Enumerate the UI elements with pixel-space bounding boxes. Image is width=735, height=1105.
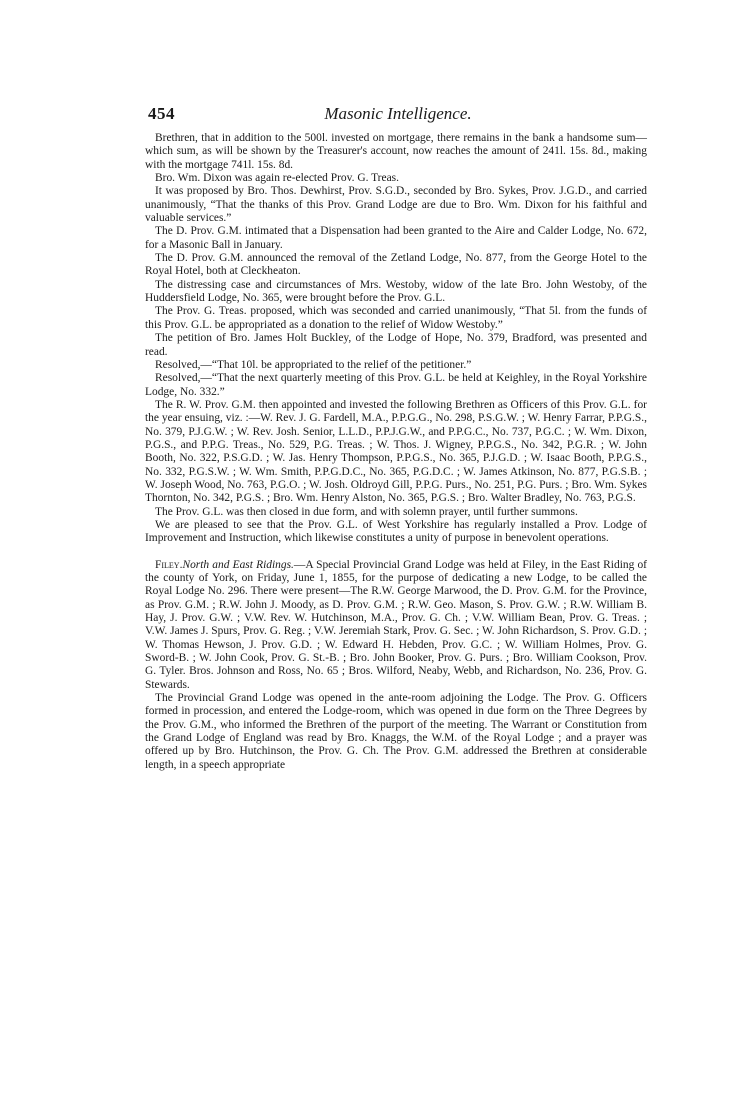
region-subheading: North and East Ridings. <box>182 558 294 571</box>
paragraph-officer-appointments: The R. W. Prov. G.M. then appointed and invested the following Brethren as Officers of this Prov. G.L. for the year ensuing, viz. :—W. Rev. J. G. Fardell, M.A., P.P.G.G., No. 298, P.S.G.W. ; W. Henry Farrar, P.P.G.S., No. 379, P.J.G.W. ; W. Rev. Josh. Senior, L.L.D., P.P.J.G.W., and P.P.G.C., No. 737, P.G.C. ; W. Wm. Dixon, P.G.S., and P.P.G. Treas., No. 529, P.G. Treas. ; W. Thos. J. Wigney, P.P.G.S., No. 342, P.G.R. ; W. John Booth, No. 322, P.S.G.D. ; W. Jas. Henry Thompson, P.P.G.S., No. 365, P.J.G.D. ; W. Isaac Booth, P.P.G.S., No. 332, P.G.S.W. ; W. Wm. Smith, P.P.G.D.C., No. 365, P.G.D.C. ; W. James Atkinson, No. 877, P.G.S.B. ; W. Joseph Wood, No. 763, P.G.O. ; W. Josh. Oldroyd Gill, P.P.G. Purs., No. 251, P.G. Purs. ; Bro. Wm. Sykes Thornton, No. 342, P.G.S. ; Bro. Wm. Henry Alston, No. 365, P.G.S. ; Bro. Walter Bradley, No. 763, P.G.S. <box>145 398 647 505</box>
paragraph-thanks-motion: It was proposed by Bro. Thos. Dewhirst, Prov. S.G.D., seconded by Bro. Sykes, Prov. J.G.D., and carried unanimously, “That the thanks of this Prov. Grand Lodge are due to Bro. Wm. Dixon for his faithful and valuable services.” <box>145 185 647 225</box>
place-heading: Filey. <box>155 558 183 571</box>
paragraph-funds: Brethren, that in addition to the 500l. invested on mortgage, there remains in the bank a handsome sum—which sum, as will be shown by the Treasurer's account, now reaches the amount of 241l. 15s. 8d., making with the mortgage 741l. 15s. 8d. <box>145 132 647 171</box>
paragraph-westoby-case: The distressing case and circumstances of Mrs. Westoby, widow of the late Bro. John Westoby, of the Huddersfield Lodge, No. 365, were brought before the Prov. G.L. <box>145 278 647 305</box>
paragraph-westoby-donation: The Prov. G. Treas. proposed, which was seconded and carried unanimously, “That 5l. from the funds of this Prov. G.L. be appropriated as a donation to the relief of Widow Westoby.” <box>145 305 647 331</box>
article-body <box>145 132 647 772</box>
paragraph-resolution-relief: Resolved,—“That 10l. be appropriated to the relief of the petitioner.” <box>155 358 472 371</box>
filey-report-text: —A Special Provincial Grand Lodge was held at Filey, in the East Riding of the county of York, on Friday, June 1, 1855, for the purpose of dedicating a new Lodge, to be called the Royal Lodge No. 296. There were present—The R.W. George Marwood, the D. Prov. G.M. for the Province, as Prov. G.M. ; R.W. John J. Moody, as D. Prov. G.M. ; R.W. Geo. Mason, S. Prov. G.W. ; R.W. William B. Hay, J. Prov. G.W. ; V.W. Rev. W. Hutchinson, M.A., Prov. G. Ch. ; V.W. William Bean, Prov. G. Treas. ; V.W. James J. Spurs, Prov. G. Reg. ; V.W. Jeremiah Stark, Prov. G. Sec. ; W. John Richardson, S. Prov. G.D. ; W. Thomas Hewson, J. Prov. G.D. ; W. Edward H. Hebden, Prov. G.C. ; W. William Holmes, Prov. G. Sword-B. ; W. John Cook, Prov. G. St.-B. ; Bro. John Booker, Prov. G. Purs. ; Bro. William Cookson, Prov. G. Tyler. Bros. Johnson and Ross, No. 65 ; Bros. Wilford, Neaby, Webb, and Richardson, No. 236, Prov. G. Stewards. <box>145 558 647 691</box>
paragraph-dispensation: The D. Prov. G.M. intimated that a Dispensation had been granted to the Aire and Calder Lodge, No. 672, for a Masonic Ball in January. <box>145 225 647 251</box>
paragraph-lodge-removal: The D. Prov. G.M. announced the removal of the Zetland Lodge, No. 877, from the George Hotel to the Royal Hotel, both at Cleckheaton. <box>145 252 647 278</box>
paragraph-resolution-meeting: Resolved,—“That the next quarterly meeting of this Prov. G.L. be held at Keighley, in the Royal Yorkshire Lodge, No. 332.” <box>145 372 647 398</box>
paragraph-improvement-lodge: We are pleased to see that the Prov. G.L. of West Yorkshire has regularly installed a Prov. Lodge of Improvement and Instruction, which likewise constitutes a unity of purpose in benevolent operations. <box>145 518 647 545</box>
page-number: 454 <box>148 104 175 123</box>
paragraph-lodge-closed: The Prov. G.L. was then closed in due form, and with solemn prayer, until further summons. <box>155 505 578 518</box>
paragraph-buckley-petition: The petition of Bro. James Holt Buckley, of the Lodge of Hope, No. 379, Bradford, was presented and read. <box>145 332 647 358</box>
paragraph-treasurer-election: Bro. Wm. Dixon was again re-elected Prov. G. Treas. <box>155 172 399 185</box>
page-header <box>148 104 648 132</box>
running-title: Masonic Intelligence. <box>324 104 472 123</box>
paragraph-filey-report <box>145 559 647 692</box>
paragraph-lodge-opening: The Provincial Grand Lodge was opened in the ante-room adjoining the Lodge. The Prov. G. Officers formed in procession, and entered the Lodge-room, which was opened in due form on the Three Degrees by the Prov. G.M., who informed the Brethren of the purport of the meeting. The Warrant or Constitution from the Grand Lodge of England was read by Bro. Knaggs, the W.M. of the Royal Lodge ; and a prayer was offered up by Bro. Hutchinson, the Prov. G. Ch. The Prov. G.M. addressed the Brethren at considerable length, in a speech appropriate <box>145 692 647 771</box>
